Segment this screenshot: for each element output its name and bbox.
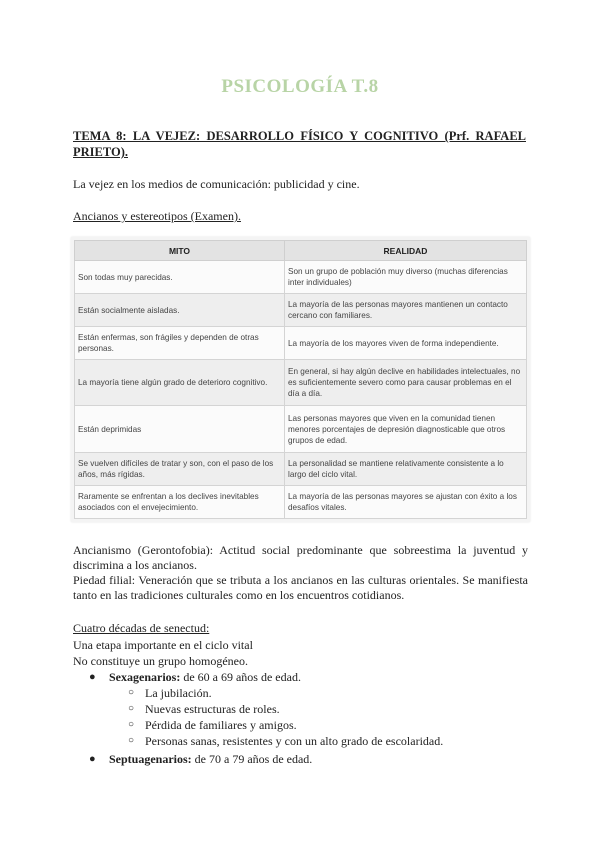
decadas-heading: Cuatro décadas de senectud: <box>73 621 210 635</box>
decadas-line-2: No constituye un grupo homogéneo. <box>73 654 248 668</box>
list-item <box>73 733 443 749</box>
table-row <box>75 406 527 452</box>
table-row <box>75 294 527 327</box>
group-label: Sexagenarios: <box>109 670 181 684</box>
realidad-cell: Son un grupo de población muy diverso (muchas diferencias inter individuales) <box>285 261 527 294</box>
chapter-heading-line1: TEMA 8: LA VEJEZ: DESARROLLO FÍSICO Y COGNITIVO (Prf. RAFAEL <box>73 129 526 143</box>
table-row <box>75 452 527 485</box>
mito-cell: Son todas muy parecidas. <box>75 261 285 294</box>
list-item <box>73 717 443 733</box>
realidad-cell: La mayoría de las personas mayores se ajustan con éxito a los desafíos vitales. <box>285 485 527 518</box>
list-item <box>73 701 443 717</box>
circle-bullet-icon: ○ <box>128 687 135 698</box>
group-text: de 60 a 69 años de edad. <box>180 670 301 684</box>
sublist <box>109 685 443 749</box>
myths-table-image <box>71 237 530 522</box>
circle-bullet-icon: ○ <box>128 719 135 730</box>
intro-paragraph: La vejez en los medios de comunicación: publicidad y cine. <box>73 177 360 191</box>
list-item-text: Nuevas estructuras de roles. <box>145 702 280 716</box>
list-item-text: Pérdida de familiares y amigos. <box>145 718 297 732</box>
group-label: Septuagenarios: <box>109 752 192 766</box>
circle-bullet-icon: ○ <box>128 703 135 714</box>
list-item-text: La jubilación. <box>145 686 212 700</box>
bullet-icon: ● <box>89 671 96 683</box>
mito-cell: Están socialmente aisladas. <box>75 294 285 327</box>
realidad-cell: La mayoría de los mayores viven de forma independiente. <box>285 327 527 360</box>
mito-cell: Se vuelven difíciles de tratar y son, con el paso de los años, más rígidas. <box>75 452 285 485</box>
table-row <box>75 261 527 294</box>
group-text: de 70 a 79 años de edad. <box>191 752 313 766</box>
decadas-line-1: Una etapa importante en el ciclo vital <box>73 638 253 652</box>
header-realidad: REALIDAD <box>285 241 527 261</box>
table-row <box>75 360 527 406</box>
myths-table <box>74 240 527 519</box>
list-item <box>73 685 443 701</box>
table-row <box>75 327 527 360</box>
realidad-cell: Las personas mayores que viven en la comunidad tienen menores porcentajes de depresión diagnosticable que otros grupos de edad. <box>285 406 527 452</box>
realidad-cell: La mayoría de las personas mayores mantienen un contacto cercano con familiares. <box>285 294 527 327</box>
mito-cell: Están deprimidas <box>75 406 285 452</box>
mito-cell: La mayoría tiene algún grado de deterioro cognitivo. <box>75 360 285 406</box>
ancianismo-paragraph: Ancianismo (Gerontofobia): Actitud social predominante que sobreestima la juventud y discrimina a los ancianos. <box>73 543 528 572</box>
age-groups-list <box>73 670 443 767</box>
realidad-cell: La personalidad se mantiene relativamente consistente a lo largo del ciclo vital. <box>285 452 527 485</box>
stereotypes-heading: Ancianos y estereotipos (Examen). <box>73 209 241 223</box>
piedad-filial-paragraph: Piedad filial: Veneración que se tributa a los ancianos en las culturas orientales. Se manifiesta tanto en las tradiciones culturales como en los encuentros cotidianos. <box>73 573 528 602</box>
list-item-septuagenarios <box>73 752 443 767</box>
chapter-heading-line2: PRIETO). <box>73 145 128 159</box>
bullet-icon: ● <box>89 753 96 765</box>
list-item-sexagenarios <box>73 670 443 749</box>
header-mito: MITO <box>75 241 285 261</box>
list-item-text: Personas sanas, resistentes y con un alto grado de escolaridad. <box>145 734 444 748</box>
mito-cell: Raramente se enfrentan a los declives inevitables asociados con el envejecimiento. <box>75 485 285 518</box>
realidad-cell: En general, si hay algún declive en habilidades intelectuales, no es suficientemente severo como para causar problemas en el día a día. <box>285 360 527 406</box>
mito-cell: Están enfermas, son frágiles y dependen de otras personas. <box>75 327 285 360</box>
table-row <box>75 485 527 518</box>
page-title: PSICOLOGÍA T.8 <box>221 76 379 97</box>
circle-bullet-icon: ○ <box>128 735 135 746</box>
